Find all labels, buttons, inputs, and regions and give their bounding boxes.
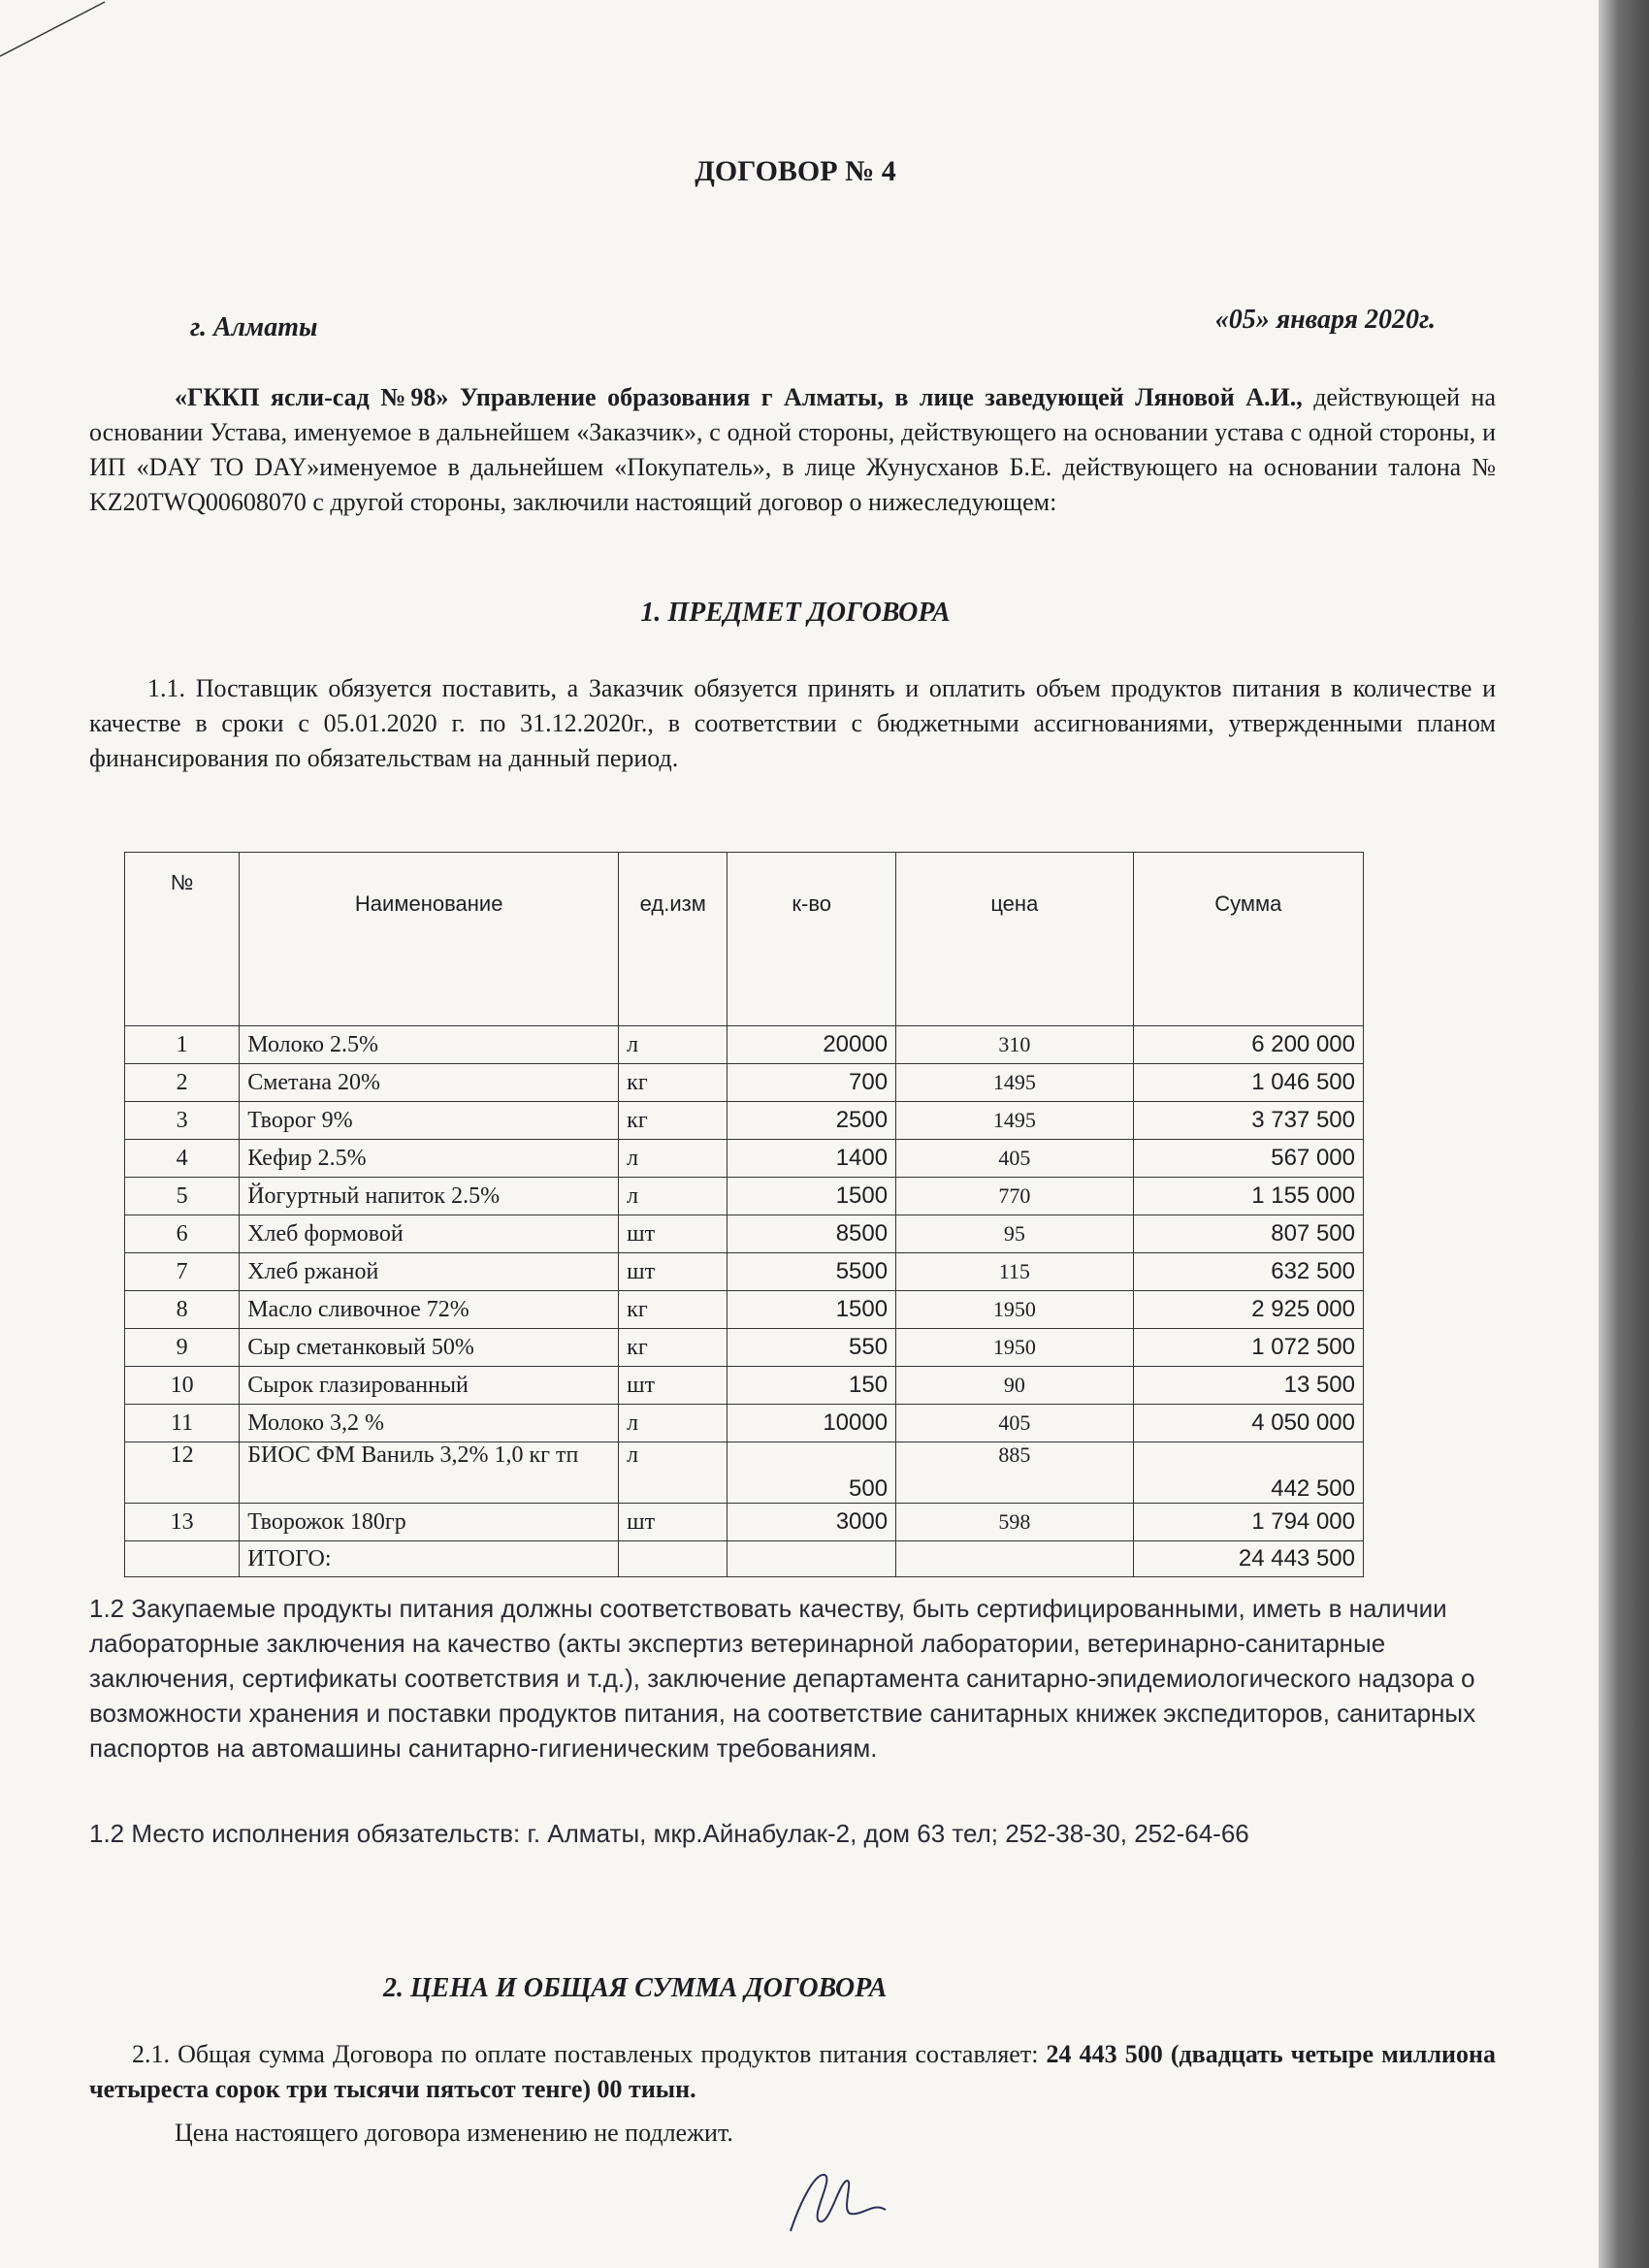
- cell-unit: шт: [619, 1504, 728, 1541]
- cell-sum: 1 794 000: [1133, 1504, 1363, 1541]
- empty-cell: [728, 1541, 896, 1577]
- contract-city: г. Алматы: [190, 312, 318, 342]
- table-row: [125, 1026, 1364, 1064]
- products-table: [124, 852, 1364, 1577]
- table-row: [125, 1405, 1364, 1442]
- cell-no: 1: [125, 1026, 240, 1064]
- empty-cell: [896, 1541, 1133, 1577]
- signature-mark: [781, 2163, 888, 2241]
- cell-unit: шт: [619, 1253, 728, 1291]
- cell-unit: кг: [619, 1291, 728, 1329]
- cell-no: 6: [125, 1215, 240, 1253]
- cell-sum: 1 046 500: [1133, 1064, 1363, 1102]
- cell-price: 1950: [896, 1329, 1133, 1367]
- cell-no: 9: [125, 1329, 240, 1367]
- clause-2-1-amount: 24 443 500 (двадцать четыре миллиона четыреста сорок три тысячи пятьсот тенге) 00 тиын.: [89, 2040, 1496, 2103]
- clause-1-2-place: 1.2 Место исполнения обязательств: г. Алматы, мкр.Айнабулак-2, дом 63 тел; 252-38-30, 252-64-66: [89, 1819, 1249, 1848]
- cell-sum: 442 500: [1133, 1442, 1363, 1504]
- cell-unit: шт: [619, 1215, 728, 1253]
- cell-qty: 500: [728, 1442, 896, 1504]
- cell-sum: 1 155 000: [1133, 1178, 1363, 1215]
- table-row: [125, 1178, 1364, 1215]
- cell-sum: 1 072 500: [1133, 1329, 1363, 1367]
- table-row: [125, 1329, 1364, 1367]
- section-1-heading: 1. ПРЕДМЕТ ДОГОВОРА: [640, 598, 951, 628]
- cell-sum: 2 925 000: [1133, 1291, 1363, 1329]
- header-price: цена: [896, 853, 1133, 1026]
- contract-date: «05» января 2020г.: [1214, 305, 1436, 335]
- cell-price: 1950: [896, 1291, 1133, 1329]
- cell-no: 8: [125, 1291, 240, 1329]
- clause-1-1-text: 1.1. Поставщик обязуется поставить, а Заказчик обязуется принять и оплатить объем продуктов питания в количестве и качестве в сроки с 05.01.2020 г. по 31.12.2020г., в соответствии с бюджетными ассигнованиями, утвержденными планом финансирования по обязательствам на данный период.: [89, 674, 1496, 772]
- cell-qty: 150: [728, 1367, 896, 1405]
- cell-name: Сырок глазированный: [240, 1367, 619, 1405]
- cell-qty: 10000: [728, 1405, 896, 1442]
- cell-name: Творожок 180гр: [240, 1504, 619, 1541]
- preamble-text: действующей на основании Устава, именуемое в дальнейшем «Заказчик», с одной стороны, действующего на основании устава с одной стороны, и ИП «DAY TO DAY»именуемое в дальнейшем «Покупатель», в лице Жунусханов Б.Е. действующего на основании талона № KZ20TWQ00608070 с другой стороны, заключили настоящий договор о нижеследующем:: [89, 383, 1497, 516]
- cell-name: БИОС ФМ Ваниль 3,2% 1,0 кг тп: [240, 1442, 619, 1504]
- table-total-row: [125, 1541, 1364, 1577]
- cell-name: Масло сливочное 72%: [240, 1291, 619, 1329]
- cell-no: 4: [125, 1140, 240, 1178]
- header-qty: к-во: [728, 853, 896, 1026]
- cell-name: Йогуртный напиток 2.5%: [240, 1178, 619, 1215]
- total-sum: 24 443 500: [1133, 1541, 1363, 1577]
- cell-price: 598: [896, 1504, 1133, 1541]
- clause-1-2-quality: 1.2 Закупаемые продукты питания должны соответствовать качеству, быть сертифицированными, иметь в наличии лабораторные заключения на качество (акты экспертиз ветеринарной лаборатории, ветеринарно-санитарные заключения, сертификаты соответствия и т.д.), заключение департамента санитарно-эпидемиологического надзора о возможности хранения и поставки продуктов питания, на соответствие санитарных книжек экспедиторов, санитарных паспортов на автомашины санитарно-гигиеническим требованиям.: [89, 1594, 1476, 1763]
- clause-2-1-text: 2.1. Общая сумма Договора по оплате поставленых продуктов питания составляет:: [132, 2040, 1047, 2068]
- cell-sum: 4 050 000: [1133, 1405, 1363, 1442]
- cell-price: 405: [896, 1405, 1133, 1442]
- header-no: №: [125, 853, 240, 1026]
- preamble-parties: «ГККП ясли-сад №98» Управление образования г Алматы, в лице заведующей Ляновой А.И.,: [175, 383, 1303, 411]
- clause-1-1: [89, 671, 1496, 776]
- table-row: [125, 1367, 1364, 1405]
- cell-no: 7: [125, 1253, 240, 1291]
- header-sum: Сумма: [1133, 853, 1363, 1026]
- cell-no: 13: [125, 1504, 240, 1541]
- cell-price: 310: [896, 1026, 1133, 1064]
- table-row: [125, 1102, 1364, 1140]
- table-header-row: [125, 853, 1364, 1026]
- cell-sum: 3 737 500: [1133, 1102, 1363, 1140]
- cell-price: 90: [896, 1367, 1133, 1405]
- cell-qty: 5500: [728, 1253, 896, 1291]
- empty-cell: [125, 1541, 240, 1577]
- cell-sum: 6 200 000: [1133, 1026, 1363, 1064]
- cell-unit: шт: [619, 1367, 728, 1405]
- cell-qty: 1400: [728, 1140, 896, 1178]
- cell-qty: 3000: [728, 1504, 896, 1541]
- cell-sum: 807 500: [1133, 1215, 1363, 1253]
- cell-name: Кефир 2.5%: [240, 1140, 619, 1178]
- cell-qty: 1500: [728, 1291, 896, 1329]
- cell-unit: л: [619, 1026, 728, 1064]
- table-row: [125, 1442, 1364, 1504]
- contract-title: ДОГОВОР № 4: [695, 155, 896, 187]
- cell-qty: 2500: [728, 1102, 896, 1140]
- cell-qty: 550: [728, 1329, 896, 1367]
- cell-unit: л: [619, 1442, 728, 1504]
- table-row: [125, 1064, 1364, 1102]
- cell-qty: 1500: [728, 1178, 896, 1215]
- cell-unit: л: [619, 1178, 728, 1215]
- cell-sum: 632 500: [1133, 1253, 1363, 1291]
- cell-qty: 700: [728, 1064, 896, 1102]
- cell-unit: л: [619, 1405, 728, 1442]
- cell-no: 11: [125, 1405, 240, 1442]
- cell-no: 12: [125, 1442, 240, 1504]
- cell-price: 1495: [896, 1064, 1133, 1102]
- header-name: Наименование: [240, 853, 619, 1026]
- cell-name: Хлеб ржаной: [240, 1253, 619, 1291]
- table-row: [125, 1140, 1364, 1178]
- cell-qty: 20000: [728, 1026, 896, 1064]
- table-row: [125, 1253, 1364, 1291]
- cell-sum: 567 000: [1133, 1140, 1363, 1178]
- cell-qty: 8500: [728, 1215, 896, 1253]
- cell-name: Сметана 20%: [240, 1064, 619, 1102]
- cell-name: Сыр сметанковый 50%: [240, 1329, 619, 1367]
- cell-name: Молоко 2.5%: [240, 1026, 619, 1064]
- cell-no: 3: [125, 1102, 240, 1140]
- cell-sum: 13 500: [1133, 1367, 1363, 1405]
- scan-edge-shadow: [1599, 0, 1649, 2268]
- cell-no: 2: [125, 1064, 240, 1102]
- cell-name: Хлеб формовой: [240, 1215, 619, 1253]
- cell-name: Молоко 3,2 %: [240, 1405, 619, 1442]
- cell-no: 10: [125, 1367, 240, 1405]
- cell-price: 115: [896, 1253, 1133, 1291]
- cell-price: 1495: [896, 1102, 1133, 1140]
- table-row: [125, 1291, 1364, 1329]
- cell-price: 405: [896, 1140, 1133, 1178]
- cell-unit: кг: [619, 1064, 728, 1102]
- clause-2-1: [89, 2037, 1496, 2107]
- table-row: [125, 1215, 1364, 1253]
- cell-unit: л: [619, 1140, 728, 1178]
- total-label: ИТОГО:: [240, 1541, 619, 1577]
- section-2-heading: 2. ЦЕНА И ОБЩАЯ СУММА ДОГОВОРА: [383, 1973, 888, 2003]
- cell-unit: кг: [619, 1102, 728, 1140]
- cell-no: 5: [125, 1178, 240, 1215]
- cell-price: 95: [896, 1215, 1133, 1253]
- header-unit: ед.изм: [619, 853, 728, 1026]
- cell-unit: кг: [619, 1329, 728, 1367]
- cell-price: 885: [896, 1442, 1133, 1504]
- preamble-paragraph: [89, 380, 1496, 520]
- empty-cell: [619, 1541, 728, 1577]
- cell-price: 770: [896, 1178, 1133, 1215]
- clause-2-2: Цена настоящего договора изменению не подлежит.: [175, 2119, 733, 2147]
- cell-name: Творог 9%: [240, 1102, 619, 1140]
- table-row: [125, 1504, 1364, 1541]
